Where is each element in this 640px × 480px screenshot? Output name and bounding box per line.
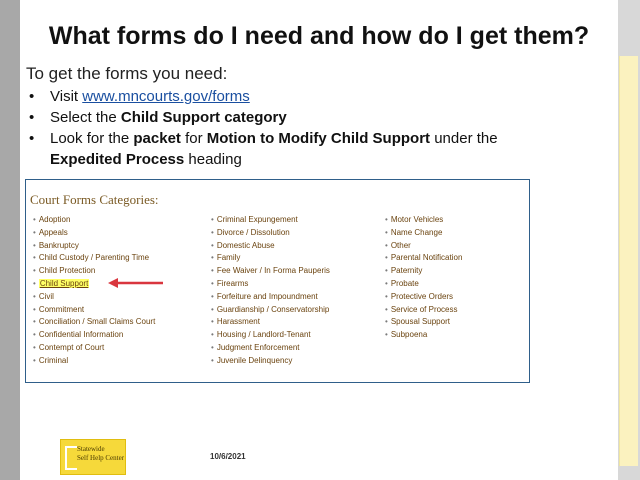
- form-category-link[interactable]: Service of Process: [390, 304, 458, 314]
- form-category-item: [33, 316, 155, 329]
- form-category-item: [211, 240, 330, 253]
- form-category-item: [211, 214, 330, 227]
- bullet-icon: •: [211, 227, 214, 237]
- form-category-item: [385, 240, 462, 253]
- form-category-link[interactable]: Juvenile Delinquency: [216, 355, 293, 365]
- bullet-icon: •: [385, 215, 388, 224]
- bullet-icon: •: [385, 304, 388, 314]
- forms-column-3: [385, 214, 462, 342]
- form-category-link[interactable]: Domestic Abuse: [216, 240, 275, 250]
- statewide-self-help-center-logo: [60, 439, 126, 475]
- form-category-link[interactable]: Criminal: [38, 355, 69, 365]
- bullet-icon: •: [211, 291, 214, 301]
- form-category-item: [385, 265, 462, 278]
- form-category-item: [385, 214, 462, 227]
- left-margin: [0, 0, 20, 480]
- instruction-item-visit: [26, 86, 498, 107]
- form-category-link[interactable]: Contempt of Court: [38, 342, 105, 352]
- forms-column-2: [211, 214, 330, 368]
- form-category-link[interactable]: Appeals: [38, 227, 68, 237]
- form-category-item: [33, 355, 155, 368]
- form-category-link[interactable]: Protective Orders: [390, 291, 454, 301]
- form-category-link[interactable]: Forfeiture and Impoundment: [216, 291, 318, 301]
- bullet-icon: •: [33, 266, 36, 276]
- instruction-item-look: [26, 128, 498, 170]
- form-category-link[interactable]: Divorce / Dissolution: [216, 227, 290, 237]
- court-forms-screenshot: [25, 179, 530, 383]
- forms-column-1: [33, 214, 155, 368]
- form-category-item: [33, 214, 155, 227]
- bullet-icon: •: [33, 253, 36, 263]
- form-category-link[interactable]: Fee Waiver / In Forma Pauperis: [216, 266, 330, 276]
- bullet-icon: •: [385, 253, 388, 263]
- form-category-item: [33, 227, 155, 240]
- bullet-icon: •: [29, 130, 35, 147]
- form-category-item: [385, 329, 462, 342]
- bullet-icon: •: [211, 317, 214, 327]
- under-text: under the: [430, 130, 498, 147]
- form-category-link[interactable]: Probate: [390, 278, 419, 288]
- for-text: for: [180, 130, 207, 147]
- bullet-icon: •: [211, 253, 214, 263]
- form-category-item: [211, 342, 330, 355]
- slide: [20, 0, 618, 480]
- form-category-link[interactable]: Other: [390, 240, 411, 250]
- logo-line-2: Self Help Center: [77, 454, 125, 462]
- bullet-icon: •: [385, 227, 388, 237]
- intro-text: To get the forms you need:: [26, 64, 228, 83]
- form-category-link[interactable]: Paternity: [390, 266, 423, 276]
- bullet-icon: •: [33, 240, 36, 250]
- right-panel: [618, 0, 640, 480]
- bullet-icon: •: [385, 278, 388, 288]
- bullet-icon: •: [211, 266, 214, 276]
- mncourts-forms-link[interactable]: www.mncourts.gov/forms: [82, 88, 250, 105]
- form-category-link[interactable]: Housing / Landlord-Tenant: [216, 330, 311, 340]
- packet-text: packet: [133, 130, 181, 147]
- bullet-icon: •: [33, 330, 36, 340]
- logo-line-1: Statewide: [77, 445, 105, 453]
- instruction-list: [26, 86, 498, 170]
- bullet-icon: •: [211, 278, 214, 288]
- court-forms-heading: Court Forms Categories:: [30, 192, 159, 207]
- slide-date: 10/6/2021: [210, 452, 246, 461]
- select-prefix: Select the: [50, 109, 121, 126]
- form-category-item: [33, 342, 155, 355]
- heading-text: heading: [184, 151, 242, 168]
- form-category-item: [33, 304, 155, 317]
- form-category-item: [33, 240, 155, 253]
- bullet-icon: •: [385, 291, 388, 301]
- bullet-icon: •: [33, 227, 36, 237]
- form-category-link[interactable]: Family: [216, 253, 241, 263]
- bullet-icon: •: [211, 330, 214, 340]
- form-category-link[interactable]: Bankruptcy: [38, 240, 79, 250]
- bullet-icon: •: [385, 240, 388, 250]
- form-category-link[interactable]: Harassment: [216, 317, 260, 327]
- bullet-icon: •: [211, 355, 214, 365]
- form-category-item: [385, 304, 462, 317]
- form-category-link[interactable]: Adoption: [38, 215, 71, 224]
- bullet-icon: •: [33, 317, 36, 327]
- form-category-item: [211, 329, 330, 342]
- form-category-link[interactable]: Criminal Expungement: [216, 215, 298, 224]
- form-category-item: [385, 227, 462, 240]
- form-category-item: [385, 316, 462, 329]
- form-category-link[interactable]: Name Change: [390, 227, 443, 237]
- form-category-item: [211, 227, 330, 240]
- form-category-link[interactable]: Child Custody / Parenting Time: [38, 253, 150, 263]
- form-category-link[interactable]: Judgment Enforcement: [216, 342, 300, 352]
- yellow-accent-bar: [619, 56, 638, 466]
- look-prefix: Look for the: [50, 130, 134, 147]
- form-category-item: [211, 316, 330, 329]
- form-category-item: [33, 329, 155, 342]
- child-support-category-text: Child Support category: [120, 109, 287, 126]
- form-category-link[interactable]: Civil: [38, 291, 54, 301]
- form-category-item: [385, 291, 462, 304]
- bullet-icon: •: [211, 304, 214, 314]
- bullet-icon: •: [385, 266, 388, 276]
- bullet-icon: •: [211, 240, 214, 250]
- form-category-link[interactable]: Child Protection: [38, 266, 96, 276]
- form-category-link[interactable]: Conciliation / Small Claims Court: [38, 317, 156, 327]
- form-category-item: [211, 265, 330, 278]
- bullet-icon: •: [211, 342, 214, 352]
- bullet-icon: •: [29, 109, 35, 126]
- form-category-link[interactable]: Spousal Support: [390, 317, 450, 327]
- form-category-link[interactable]: Motor Vehicles: [390, 215, 444, 224]
- form-category-item: [211, 278, 330, 291]
- slide-title: What forms do I need and how do I get them?: [48, 22, 590, 50]
- bullet-icon: •: [33, 304, 36, 314]
- form-category-item: [33, 252, 155, 265]
- form-category-item: [211, 291, 330, 304]
- form-category-item: [211, 304, 330, 317]
- form-category-item: [33, 291, 155, 304]
- motion-text: Motion to Modify Child Support: [206, 130, 431, 147]
- child-support-link-highlighted[interactable]: Child Support: [39, 278, 89, 288]
- form-category-link[interactable]: Confidential Information: [38, 330, 124, 340]
- expedited-process-text: Expedited Process: [50, 151, 185, 168]
- form-category-item: [211, 252, 330, 265]
- bullet-icon: •: [385, 330, 388, 340]
- logo-mark-icon: [65, 446, 77, 470]
- bullet-icon: •: [33, 215, 36, 224]
- bullet-icon: •: [29, 88, 35, 105]
- bullet-icon: •: [33, 278, 36, 288]
- form-category-link[interactable]: Subpoena: [390, 330, 428, 340]
- form-category-item: [385, 278, 462, 291]
- form-category-item: [385, 252, 462, 265]
- bullet-icon: •: [33, 291, 36, 301]
- bullet-icon: •: [33, 355, 36, 365]
- form-category-link[interactable]: Guardianship / Conservatorship: [216, 304, 330, 314]
- form-category-link[interactable]: Firearms: [216, 278, 249, 288]
- form-category-link[interactable]: Commitment: [38, 304, 85, 314]
- visit-prefix: Visit: [50, 88, 83, 105]
- bullet-icon: •: [33, 342, 36, 352]
- form-category-link[interactable]: Parental Notification: [390, 253, 463, 263]
- form-category-item: [211, 355, 330, 368]
- bullet-icon: •: [211, 215, 214, 224]
- pointer-arrow-icon: [108, 277, 164, 289]
- instruction-item-select: [26, 107, 498, 128]
- bullet-icon: •: [385, 317, 388, 327]
